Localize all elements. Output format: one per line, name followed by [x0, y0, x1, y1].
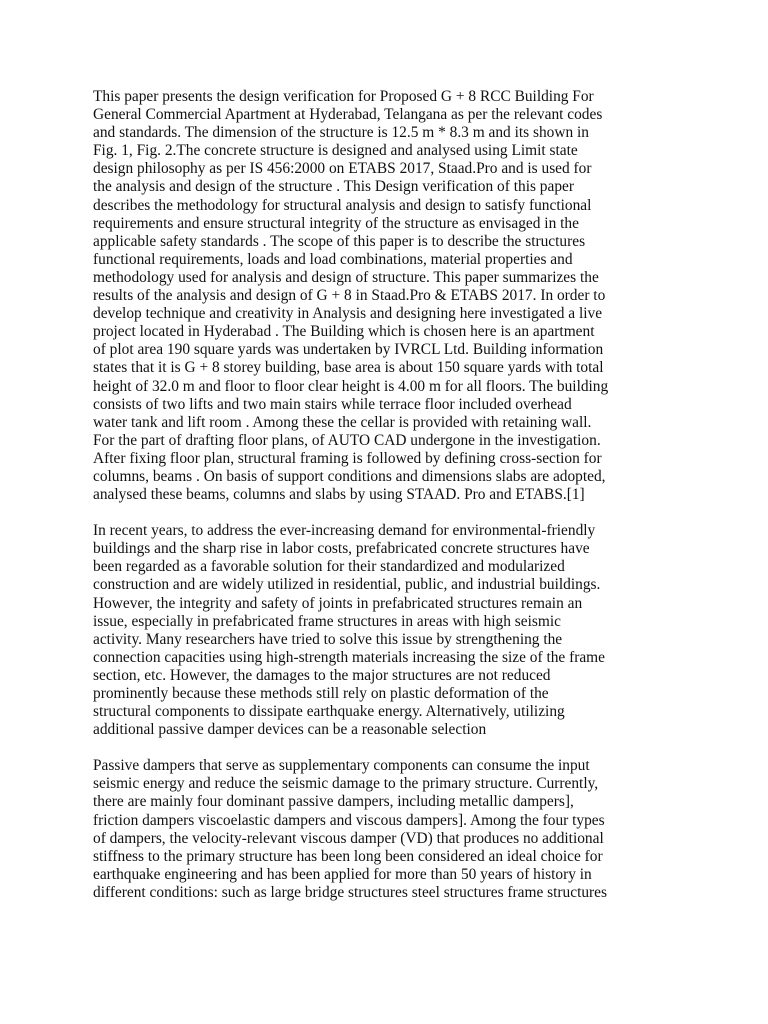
text-line: construction and are widely utilized in residential, public, and industrial buildings. [93, 576, 601, 594]
text-line: applicable safety standards . The scope of this paper is to describe the structures [93, 232, 586, 250]
paragraph-2 [93, 522, 679, 739]
text-line: prominently because these methods still rely on plastic deformation of the [93, 685, 549, 702]
text-line: buildings and the sharp rise in labor costs, prefabricated concrete structures have [93, 540, 590, 558]
text-line: structural components to dissipate earthquake energy. Alternatively, utilizing [93, 703, 565, 721]
text-line: and standards. The dimension of the structure is 12.5 m * 8.3 m and its shown in [93, 124, 590, 142]
text-line: General Commercial Apartment at Hyderabad, Telangana as per the relevant codes [93, 106, 603, 124]
text-line: After fixing floor plan, structural framing is followed by defining cross-section for [93, 449, 602, 467]
text-line: develop technique and creativity in Analysis and designing here investigated a live [93, 305, 603, 323]
text-line: connection capacities using high-strength materials increasing the size of the frame [93, 648, 605, 666]
text-line: issue, especially in prefabricated frame structures in areas with high seismic [93, 612, 561, 630]
text-line: height of 32.0 m and floor to floor clear height is 4.00 m for all floors. The building [93, 377, 609, 395]
document-body [93, 88, 679, 920]
text-line: analysed these beams, columns and slabs by using STAAD. Pro and ETABS.[1] [93, 486, 585, 504]
text-line: water tank and lift room . Among these the cellar is provided with retaining wall. [93, 413, 592, 431]
text-line: Passive dampers that serve as supplementary components can consume the input [93, 757, 590, 775]
text-line: different conditions: such as large bridge structures steel structures frame structures [93, 883, 608, 901]
text-line: results of the analysis and design of G + 8 in Staad.Pro & ETABS 2017. In order to [93, 287, 606, 305]
text-line: section, etc. However, the damages to the major structures are not reduced [93, 666, 551, 684]
text-line: Fig. 1, Fig. 2.The concrete structure is designed and analysed using Limit state [93, 142, 578, 160]
text-line: columns, beams . On basis of support conditions and dimensions slabs are adopted, [93, 467, 606, 485]
text-line: seismic energy and reduce the seismic damage to the primary structure. Currently, [93, 775, 599, 793]
text-line: functional requirements, loads and load combinations, material properties and [93, 250, 573, 268]
text-line: earthquake engineering and has been applied for more than 50 years of history in [93, 865, 592, 883]
text-line: been regarded as a favorable solution for their standardized and modularized [93, 558, 565, 576]
text-line: methodology used for analysis and design of structure. This paper summarizes the [93, 268, 599, 286]
text-line: This paper presents the design verification for Proposed G + 8 RCC Building For [93, 88, 594, 105]
text-line: friction dampers viscoelastic dampers and viscous dampers]. Among the four types [93, 811, 605, 829]
text-line: However, the integrity and safety of joints in prefabricated structures remain an [93, 594, 583, 612]
text-line: describes the methodology for structural analysis and design to satisfy functional [93, 196, 592, 214]
text-line: the analysis and design of the structure . This Design verification of this paper [93, 178, 574, 196]
text-line: stiffness to the primary structure has been long been considered an ideal choice for [93, 847, 603, 865]
text-line: additional passive damper devices can be a reasonable selection [93, 721, 487, 739]
text-line: requirements and ensure structural integrity of the structure as envisaged in the [93, 214, 579, 232]
text-line: activity. Many researchers have tried to solve this issue by strengthening the [93, 630, 563, 648]
text-line: project located in Hyderabad . The Building which is chosen here is an apartment [93, 323, 595, 341]
text-line: In recent years, to address the ever-increasing demand for environmental-friendly [93, 522, 596, 540]
text-line: design philosophy as per IS 456:2000 on ETABS 2017, Staad.Pro and is used for [93, 160, 592, 178]
paragraph-1 [93, 88, 679, 504]
text-line: of plot area 190 square yards was undertaken by IVRCL Ltd. Building information [93, 341, 604, 359]
text-line: consists of two lifts and two main stairs while terrace floor included overhead [93, 395, 572, 413]
text-line: there are mainly four dominant passive dampers, including metallic dampers], [93, 793, 574, 811]
text-line: of dampers, the velocity-relevant viscous damper (VD) that produces no additional [93, 829, 604, 847]
paragraph-3 [93, 757, 679, 902]
text-line: For the part of drafting floor plans, of AUTO CAD undergone in the investigation. [93, 431, 601, 449]
text-line: states that it is G + 8 storey building, base area is about 150 square yards with total [93, 359, 604, 377]
